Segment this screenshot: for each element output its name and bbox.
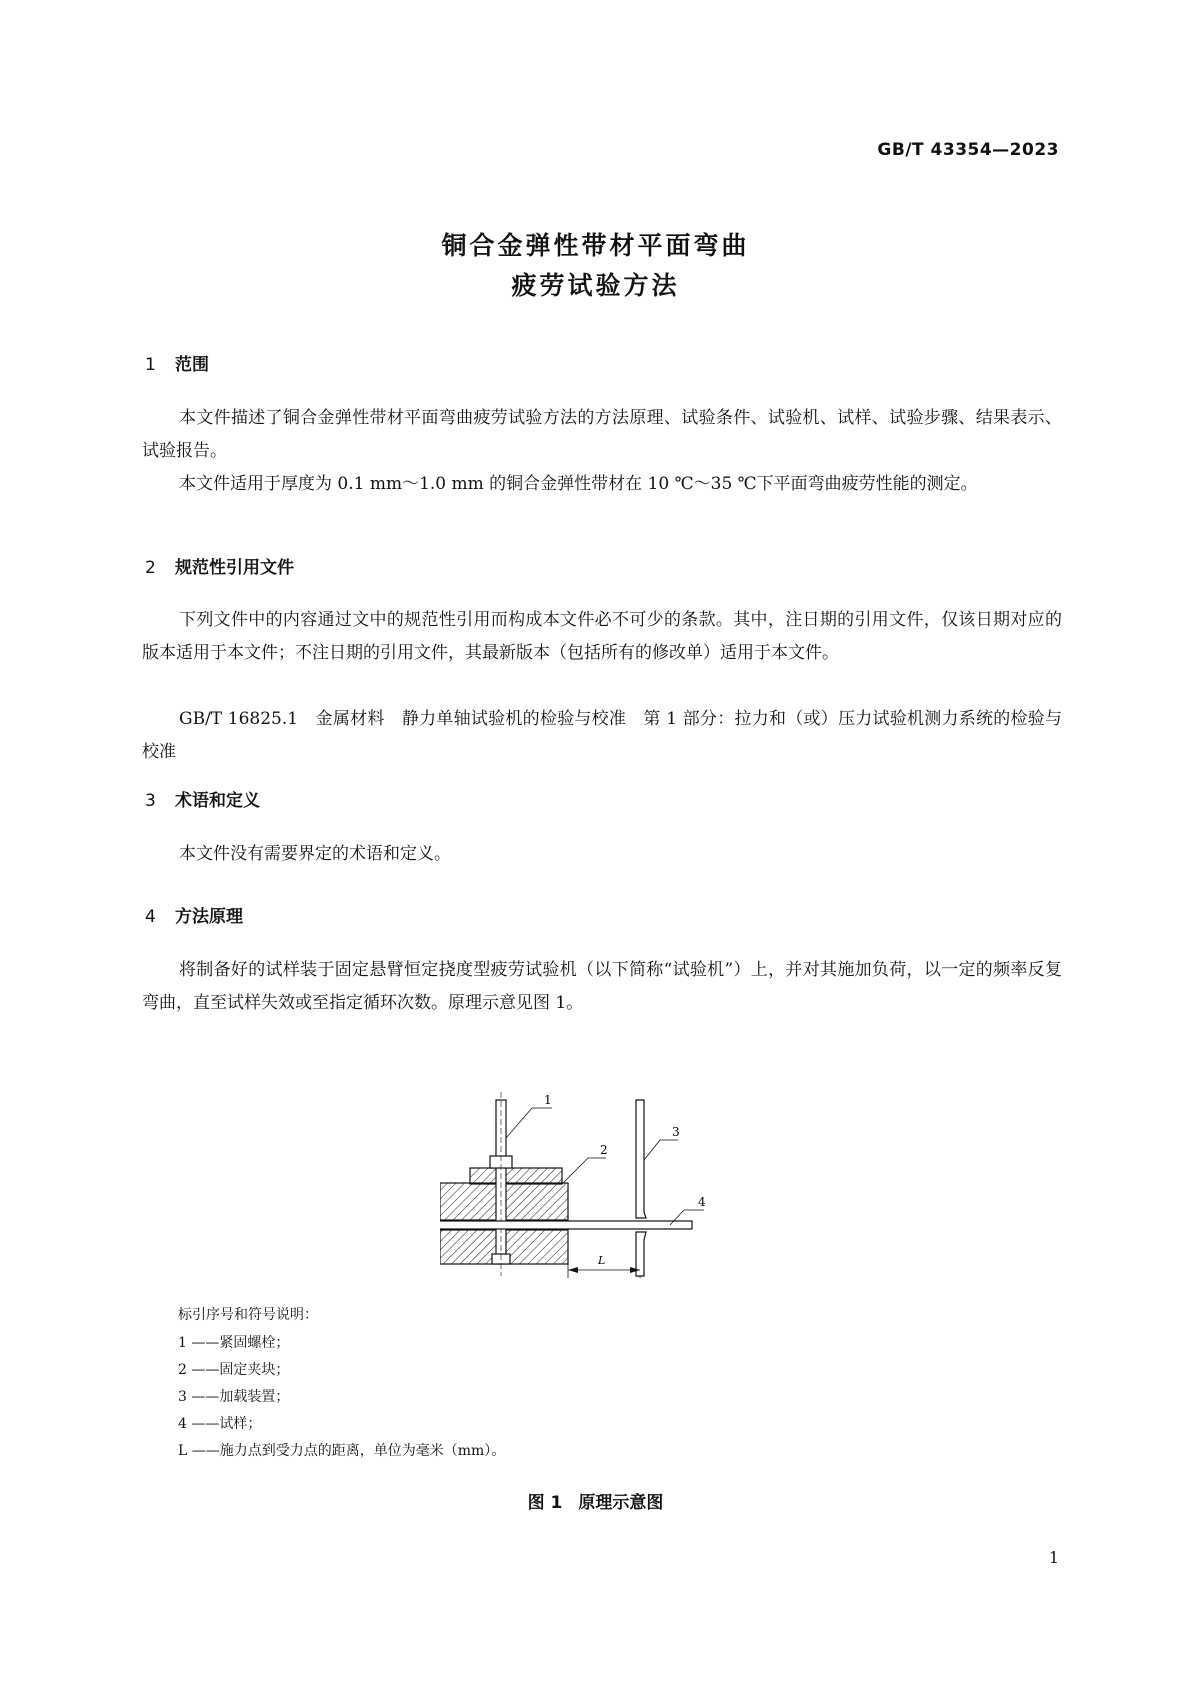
section-heading-scope [145,350,209,375]
section-number: 2 [145,558,156,578]
section-heading-terms [145,786,260,811]
section-2-paragraph-1: 下列文件中的内容通过文中的规范性引用而构成本文件必不可少的条款。其中，注日期的引用文件，仅该日期对应的版本适用于本文件；不注日期的引用文件，其最新版本（包括所有的修改单）适用于本文件。 [142,610,1062,663]
label-2: 2 [600,1143,608,1157]
standard-code: GB/T 43354—2023 [877,140,1059,160]
section-1-paragraph-2: 本文件适用于厚度为 0.1 mm～1.0 mm 的铜合金弹性带材在 10 ℃～35 ℃下平面弯曲疲劳性能的测定。 [179,474,978,494]
section-1-paragraph-1: 本文件描述了铜合金弹性带材平面弯曲疲劳试验方法的方法原理、试验条件、试验机、试样、试验步骤、结果表示、试验报告。 [142,408,1062,461]
section-4-paragraph-1: 将制备好的试样装于固定悬臂恒定挠度型疲劳试验机（以下简称“试验机”）上，并对其施加负荷，以一定的频率反复弯曲，直至试样失效或至指定循环次数。原理示意见图 1。 [142,960,1062,1013]
legend-item: L ——施力点到受力点的距离，单位为毫米（mm）。 [178,1443,506,1459]
figure-caption-text: 原理示意图 [578,1493,664,1513]
section-heading-normative-references [145,553,294,578]
figure-caption [0,1488,1191,1513]
specimen-strip [440,1221,692,1229]
section-number: 1 [145,355,156,375]
principle-diagram [440,1080,760,1280]
section-number: 3 [145,791,156,811]
section-title: 范围 [175,355,209,375]
section-3-paragraph-1: 本文件没有需要界定的术语和定义。 [179,844,451,864]
figure-number: 图 1 [527,1493,563,1513]
legend-item: 1 ——紧固螺栓； [178,1335,290,1351]
legend-title: 标引序号和符号说明： [178,1307,318,1323]
section-title: 术语和定义 [175,791,260,811]
section-heading-principle [145,902,243,927]
label-3: 3 [672,1125,680,1139]
page-number: 1 [1048,1548,1059,1567]
legend-item: 2 ——固定夹块； [178,1362,290,1378]
section-title: 规范性引用文件 [175,558,294,578]
section-2-reference-item: GB/T 16825.1 金属材料 静力单轴试验机的检验与校准 第 1 部分：拉力和（或）压力试验机测力系统的检验与校准 [142,709,1062,762]
document-title-line2: 疲劳试验方法 [511,271,680,300]
section-number: 4 [145,907,156,927]
document-title-line1: 铜合金弹性带材平面弯曲 [441,231,750,260]
label-4: 4 [698,1195,706,1209]
section-title: 方法原理 [175,907,243,927]
clamp-block-top [470,1168,562,1184]
dimension-label-L: L [598,1254,606,1267]
legend-item: 3 ——加载装置； [178,1389,290,1405]
label-1: 1 [544,1093,552,1107]
legend-item: 4 ——试样； [178,1416,262,1432]
